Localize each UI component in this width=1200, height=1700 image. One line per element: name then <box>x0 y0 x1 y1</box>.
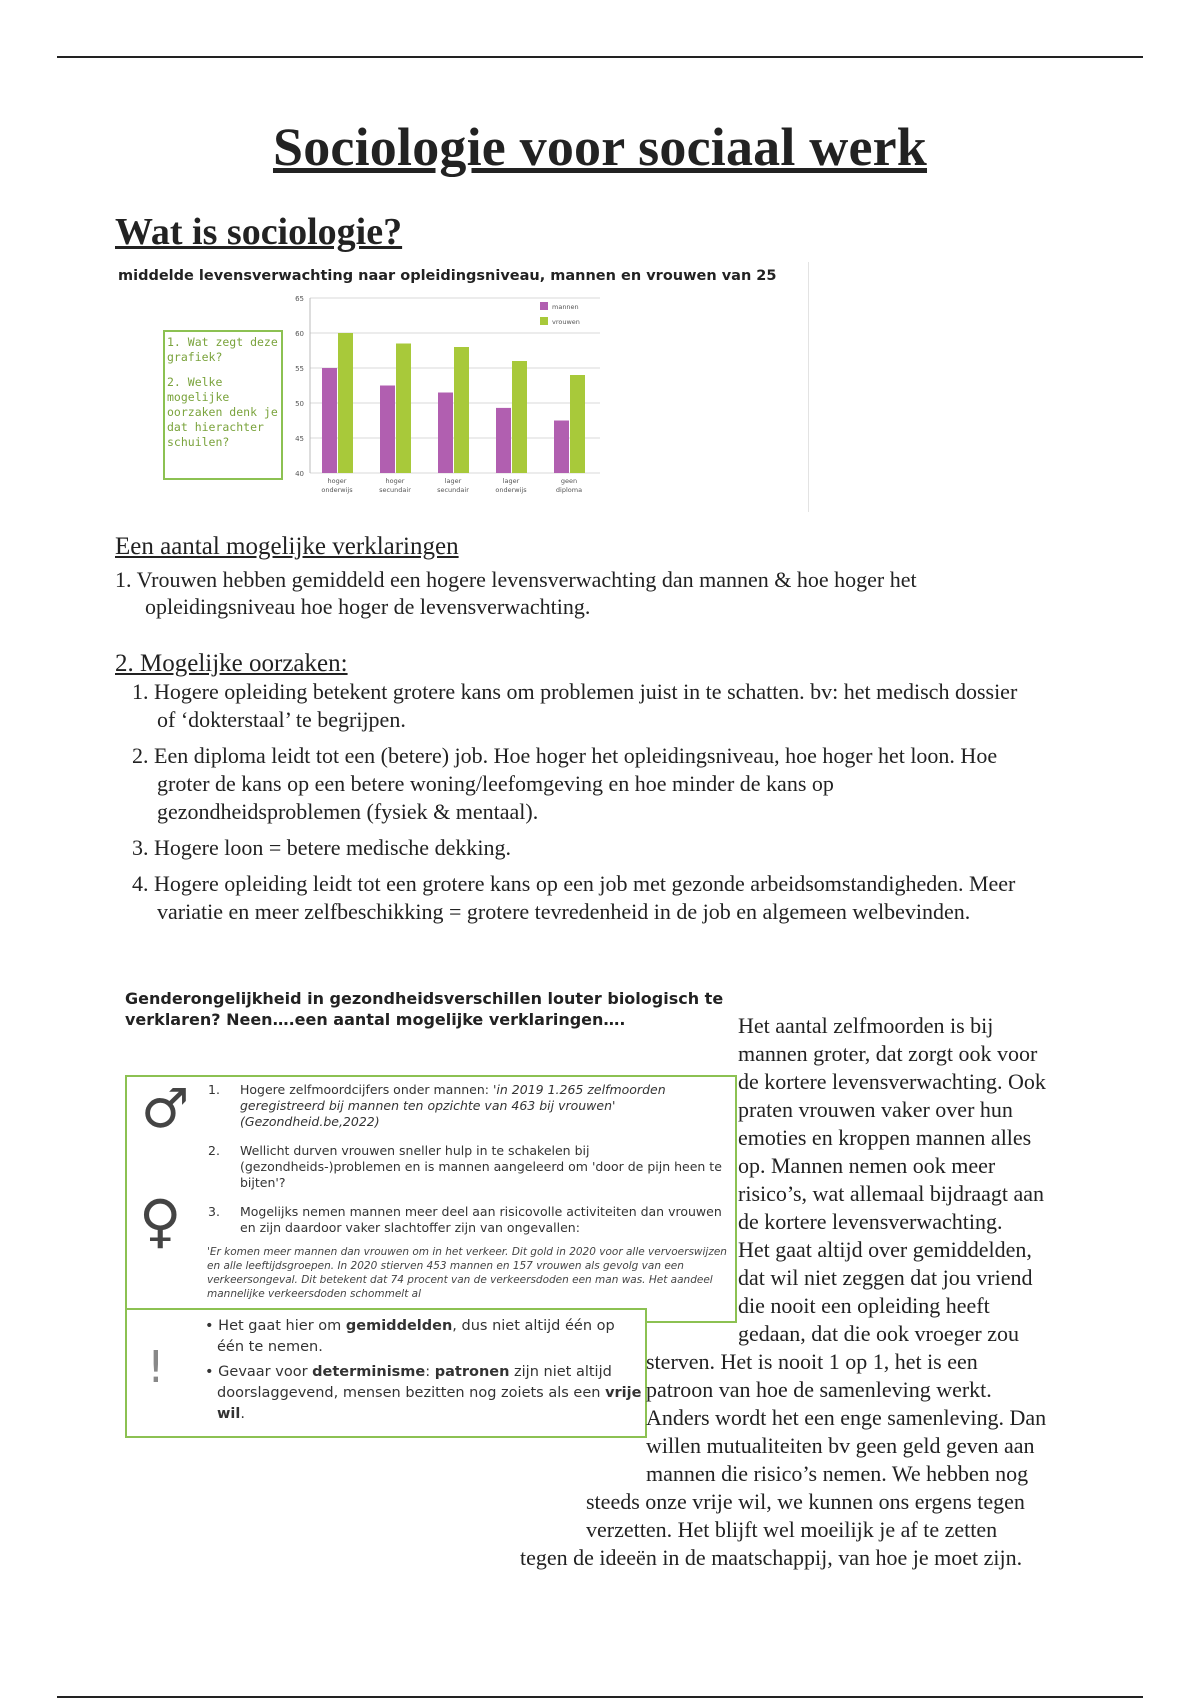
gender-item-number: 2. <box>208 1143 220 1158</box>
traffic-quote: 'Er komen meer mannen dan vrouwen om in het verkeer. Dit gold in 2020 voor alle vervoerswijzen en alle leeftijdsgroepen. In 2020 stierven 453 mannen en 157 vrouwen als gevolg van een verkeersongeval. Dit betekent dat 74 procent van de verkeersdoden een man was. Het aandeel mannelijke verkeersdoden schommelt al <box>207 1246 727 1300</box>
chart-question-box <box>163 330 283 480</box>
caution-bullets <box>205 1316 645 1429</box>
side-line: mannen groter, dat zorgt ook voor <box>738 1041 1038 1066</box>
top-rule <box>57 56 1143 58</box>
chart-title: middelde levensverwachting naar opleidingsniveau, mannen en vrouwen van 25 <box>118 268 777 284</box>
gender-item-text: Mogelijks nemen mannen meer deel aan risicovolle activiteiten dan vrouwen en zijn daardoor vaker slachtoffer zijn van ongevallen: <box>240 1204 722 1235</box>
side-line: Het gaat altijd over gemiddelden, <box>738 1237 1032 1262</box>
x-tick-label: onderwijs <box>495 486 527 494</box>
bar-chart <box>288 290 768 512</box>
side-line: mannen die risico’s nemen. We hebben nog <box>646 1461 1029 1486</box>
bar-vrouwen <box>338 333 353 473</box>
bar-mannen <box>554 421 569 474</box>
gender-item-2 <box>208 1143 730 1191</box>
legend-swatch-vrouwen <box>540 317 548 325</box>
bar-mannen <box>380 386 395 474</box>
cause-item: 4. Hogere opleiding leidt tot een grotere kans op een job met gezonde arbeidsomstandigheden. Meer variatie en meer zelfbeschikking = grotere tevredenheid in de job en algemeen welbevinden. <box>132 871 1016 924</box>
x-tick-label: secundair <box>437 486 469 494</box>
chart-figure <box>118 262 809 512</box>
bar-vrouwen <box>454 347 469 473</box>
side-line: risico’s, wat allemaal bijdraagt aan <box>738 1181 1045 1206</box>
male-symbol-icon: ♂ <box>141 1077 190 1140</box>
side-line: dat wil niet zeggen dat jou vriend <box>738 1265 1033 1290</box>
side-line: de kortere levensverwachting. Ook <box>738 1069 1046 1094</box>
gender-item-text: Hogere zelfmoordcijfers onder mannen: <box>240 1082 493 1097</box>
y-tick-label: 40 <box>295 470 304 478</box>
caution-box <box>125 1308 647 1438</box>
x-tick-label: hoger <box>385 477 405 485</box>
bar-vrouwen <box>396 344 411 474</box>
gender-item-text: Wellicht durven vrouwen sneller hulp in te schakelen bij (gezondheids-)problemen en is mannen aangeleerd om 'door de pijn heen te bijten'? <box>240 1143 722 1190</box>
exclamation-icon: ! <box>147 1342 165 1393</box>
document-title: Sociologie voor sociaal werk <box>272 117 928 177</box>
cause-item: 2. Een diploma leidt tot een (betere) job. Hoe hoger het opleidingsniveau, hoe hoger het loon. Hoe groter de kans op een betere woning/leefomgeving en hoe minder de kans op gezondheidsproblemen (fysiek & mentaal). <box>132 743 998 824</box>
x-tick-label: geen <box>560 477 578 485</box>
gender-item-citation: 'in 2019 1.265 zelfmoorden geregistreerd bij mannen ten opzichte van 463 bij vrouwen' (Gezondheid.be,2022) <box>240 1082 666 1129</box>
side-line: tegen de ideeën in de maatschappij, van hoe je moet zijn. <box>520 1545 1023 1570</box>
side-line: steeds onze vrije wil, we kunnen ons ergens tegen <box>586 1489 1025 1514</box>
side-line: Anders wordt het een enge samenleving. Dan <box>646 1405 1047 1430</box>
causes-list <box>132 678 1032 934</box>
side-line: op. Mannen nemen ook meer <box>738 1153 996 1178</box>
caution-bullet-2: • Gevaar voor determinisme: patronen zijn niet altijd doorslaggevend, mensen bezitten nog zoiets als een vrije wil. <box>205 1362 645 1425</box>
chart-question-1: 1. Wat zegt deze grafiek? <box>167 335 278 364</box>
section-heading: Wat is sociologie? <box>115 211 403 253</box>
caution-bullet-1: • Het gaat hier om gemiddelden, dus niet altijd één op één te nemen. <box>205 1316 645 1358</box>
x-tick-label: secundair <box>379 486 411 494</box>
gender-figure-title: Genderongelijkheid in gezondheidsverschillen louter biologisch te verklaren? Neen….een aantal mogelijke verklaringen…. <box>125 989 724 1029</box>
y-tick-label: 65 <box>295 295 304 303</box>
bar-vrouwen <box>570 375 585 473</box>
x-tick-label: lager <box>502 477 520 485</box>
gender-item-number: 3. <box>208 1204 220 1219</box>
side-line: Het aantal zelfmoorden is bij <box>738 1013 994 1038</box>
legend-swatch-mannen <box>540 302 548 310</box>
side-line: praten vrouwen vaker over hun <box>738 1097 1013 1122</box>
y-tick-label: 45 <box>295 435 304 443</box>
explanations-list <box>115 566 1035 620</box>
gender-explanations-box <box>125 1075 737 1323</box>
legend-label: mannen <box>552 303 579 311</box>
female-symbol-icon: ♀ <box>139 1187 182 1255</box>
legend-label: vrouwen <box>552 318 580 326</box>
side-line: de kortere levensverwachting. <box>738 1209 1003 1234</box>
cause-item: 3. Hogere loon = betere medische dekking. <box>132 835 511 860</box>
cause-item: 1. Hogere opleiding betekent grotere kans om problemen juist in te schatten. bv: het medisch dossier of ‘dokterstaal’ te begrijpen. <box>132 679 1018 732</box>
chart-question-2: 2. Welke mogelijke oorzaken denk je dat hierachter schuilen? <box>167 375 278 449</box>
explanation-item-1: 1. Vrouwen hebben gemiddeld een hogere levensverwachting dan mannen & hoe hoger het opleidingsniveau hoe hoger de levensverwachting. <box>115 567 917 619</box>
side-line: sterven. Het is nooit 1 op 1, het is een <box>646 1349 978 1374</box>
gender-item-3 <box>208 1204 730 1236</box>
y-tick-label: 55 <box>295 365 304 373</box>
gender-item-number: 1. <box>208 1082 220 1097</box>
y-tick-label: 60 <box>295 330 304 338</box>
bar-mannen <box>438 393 453 474</box>
side-line: willen mutualiteiten bv geen geld geven aan <box>646 1433 1035 1458</box>
side-line: die nooit een opleiding heeft <box>738 1293 990 1318</box>
side-line: emoties en kroppen mannen alles <box>738 1125 1032 1150</box>
bar-mannen <box>322 368 337 473</box>
x-tick-label: onderwijs <box>321 486 353 494</box>
bar-vrouwen <box>512 361 527 473</box>
x-tick-label: diploma <box>555 486 583 494</box>
explanations-heading: Een aantal mogelijke verklaringen <box>115 533 459 560</box>
x-tick-label: hoger <box>327 477 347 485</box>
y-tick-label: 50 <box>295 400 304 408</box>
x-tick-label: lager <box>444 477 462 485</box>
bottom-rule <box>57 1696 1143 1698</box>
side-line: patroon van hoe de samenleving werkt. <box>646 1377 992 1402</box>
side-line: verzetten. Het blijft wel moeilijk je af te zetten <box>586 1517 998 1542</box>
bar-mannen <box>496 408 511 473</box>
gender-item-1 <box>208 1082 730 1130</box>
causes-heading: 2. Mogelijke oorzaken: <box>115 650 348 677</box>
side-line: gedaan, dat die ook vroeger zou <box>738 1321 1019 1346</box>
